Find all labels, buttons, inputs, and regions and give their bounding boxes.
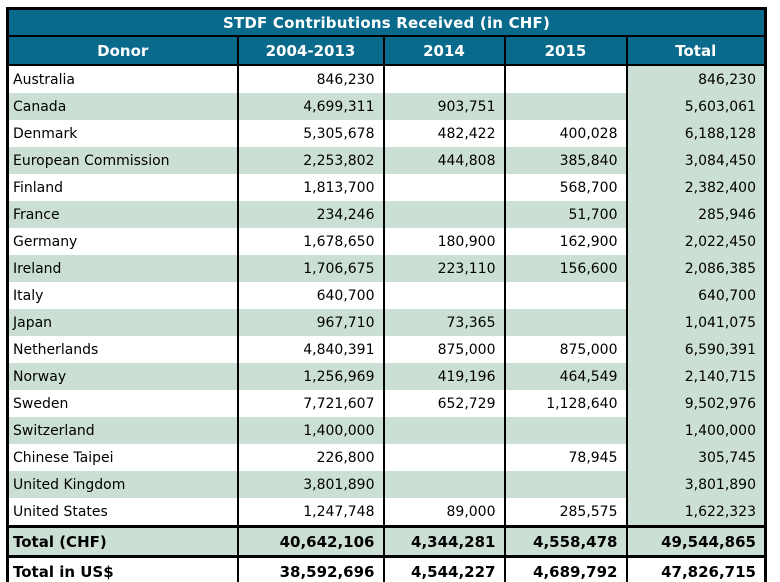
table-body bbox=[8, 65, 766, 582]
table-row bbox=[8, 363, 766, 390]
donor-cell: Netherlands bbox=[8, 336, 238, 363]
footer-2004-2013-cell: 40,642,106 bbox=[238, 527, 384, 557]
total-chf-row bbox=[8, 527, 766, 557]
donor-cell: Norway bbox=[8, 363, 238, 390]
row-total-cell: 1,041,075 bbox=[627, 309, 766, 336]
value-2014-cell: 482,422 bbox=[384, 120, 505, 147]
donor-cell: Canada bbox=[8, 93, 238, 120]
row-total-cell: 5,603,061 bbox=[627, 93, 766, 120]
value-2004-2013-cell: 1,256,969 bbox=[238, 363, 384, 390]
value-2015-cell: 568,700 bbox=[505, 174, 627, 201]
column-header-row bbox=[8, 36, 766, 65]
table-title: STDF Contributions Received (in CHF) bbox=[8, 9, 766, 37]
value-2014-cell: 444,808 bbox=[384, 147, 505, 174]
column-header-donor: Donor bbox=[8, 36, 238, 65]
value-2015-cell bbox=[505, 309, 627, 336]
donor-cell: Switzerland bbox=[8, 417, 238, 444]
value-2015-cell: 1,128,640 bbox=[505, 390, 627, 417]
table-row bbox=[8, 309, 766, 336]
column-header-2004-2013: 2004-2013 bbox=[238, 36, 384, 65]
table-row bbox=[8, 444, 766, 471]
value-2015-cell: 385,840 bbox=[505, 147, 627, 174]
contributions-table-container bbox=[6, 7, 767, 582]
footer-label-cell: Total (CHF) bbox=[8, 527, 238, 557]
value-2014-cell: 419,196 bbox=[384, 363, 505, 390]
donor-cell: United States bbox=[8, 498, 238, 527]
table-row bbox=[8, 498, 766, 527]
value-2014-cell: 652,729 bbox=[384, 390, 505, 417]
footer-2014-cell: 4,344,281 bbox=[384, 527, 505, 557]
table-row bbox=[8, 228, 766, 255]
donor-cell: Sweden bbox=[8, 390, 238, 417]
value-2004-2013-cell: 7,721,607 bbox=[238, 390, 384, 417]
row-total-cell: 2,086,385 bbox=[627, 255, 766, 282]
donor-cell: Japan bbox=[8, 309, 238, 336]
row-total-cell: 2,022,450 bbox=[627, 228, 766, 255]
donor-cell: Denmark bbox=[8, 120, 238, 147]
donor-cell: Italy bbox=[8, 282, 238, 309]
value-2015-cell: 400,028 bbox=[505, 120, 627, 147]
value-2014-cell bbox=[384, 471, 505, 498]
row-total-cell: 3,084,450 bbox=[627, 147, 766, 174]
table-row bbox=[8, 201, 766, 228]
value-2004-2013-cell: 846,230 bbox=[238, 65, 384, 93]
row-total-cell: 9,502,976 bbox=[627, 390, 766, 417]
value-2004-2013-cell: 4,840,391 bbox=[238, 336, 384, 363]
title-row bbox=[8, 9, 766, 37]
value-2015-cell: 51,700 bbox=[505, 201, 627, 228]
donor-cell: Finland bbox=[8, 174, 238, 201]
row-total-cell: 640,700 bbox=[627, 282, 766, 309]
value-2004-2013-cell: 226,800 bbox=[238, 444, 384, 471]
value-2015-cell bbox=[505, 65, 627, 93]
table-row bbox=[8, 65, 766, 93]
row-total-cell: 305,745 bbox=[627, 444, 766, 471]
donor-cell: Ireland bbox=[8, 255, 238, 282]
footer-2015-cell: 4,558,478 bbox=[505, 527, 627, 557]
donor-cell: European Commission bbox=[8, 147, 238, 174]
footer-grand-total-cell: 49,544,865 bbox=[627, 527, 766, 557]
value-2015-cell bbox=[505, 282, 627, 309]
footer-2015-cell: 4,689,792 bbox=[505, 557, 627, 582]
value-2014-cell bbox=[384, 65, 505, 93]
row-total-cell: 1,622,323 bbox=[627, 498, 766, 527]
value-2004-2013-cell: 1,813,700 bbox=[238, 174, 384, 201]
donor-cell: Chinese Taipei bbox=[8, 444, 238, 471]
donor-cell: Germany bbox=[8, 228, 238, 255]
value-2004-2013-cell: 234,246 bbox=[238, 201, 384, 228]
value-2015-cell bbox=[505, 471, 627, 498]
value-2015-cell bbox=[505, 93, 627, 120]
table-header bbox=[8, 9, 766, 66]
footer-2014-cell: 4,544,227 bbox=[384, 557, 505, 582]
value-2014-cell bbox=[384, 174, 505, 201]
table-row bbox=[8, 174, 766, 201]
value-2004-2013-cell: 1,400,000 bbox=[238, 417, 384, 444]
value-2004-2013-cell: 1,247,748 bbox=[238, 498, 384, 527]
value-2004-2013-cell: 640,700 bbox=[238, 282, 384, 309]
value-2014-cell: 223,110 bbox=[384, 255, 505, 282]
contributions-table bbox=[6, 7, 767, 582]
value-2015-cell: 875,000 bbox=[505, 336, 627, 363]
footer-2004-2013-cell: 38,592,696 bbox=[238, 557, 384, 582]
row-total-cell: 846,230 bbox=[627, 65, 766, 93]
value-2014-cell: 180,900 bbox=[384, 228, 505, 255]
value-2004-2013-cell: 3,801,890 bbox=[238, 471, 384, 498]
value-2004-2013-cell: 2,253,802 bbox=[238, 147, 384, 174]
donor-cell: United Kingdom bbox=[8, 471, 238, 498]
table-row bbox=[8, 417, 766, 444]
row-total-cell: 1,400,000 bbox=[627, 417, 766, 444]
value-2015-cell: 162,900 bbox=[505, 228, 627, 255]
table-row bbox=[8, 471, 766, 498]
row-total-cell: 6,188,128 bbox=[627, 120, 766, 147]
table-row bbox=[8, 93, 766, 120]
value-2014-cell bbox=[384, 201, 505, 228]
value-2014-cell: 73,365 bbox=[384, 309, 505, 336]
value-2014-cell bbox=[384, 282, 505, 309]
row-total-cell: 6,590,391 bbox=[627, 336, 766, 363]
value-2015-cell: 156,600 bbox=[505, 255, 627, 282]
row-total-cell: 3,801,890 bbox=[627, 471, 766, 498]
table-row bbox=[8, 255, 766, 282]
table-row bbox=[8, 147, 766, 174]
table-row bbox=[8, 282, 766, 309]
value-2015-cell: 464,549 bbox=[505, 363, 627, 390]
table-row bbox=[8, 120, 766, 147]
column-header-2015: 2015 bbox=[505, 36, 627, 65]
row-total-cell: 2,140,715 bbox=[627, 363, 766, 390]
row-total-cell: 285,946 bbox=[627, 201, 766, 228]
table-row bbox=[8, 336, 766, 363]
donor-cell: Australia bbox=[8, 65, 238, 93]
value-2015-cell bbox=[505, 417, 627, 444]
value-2004-2013-cell: 1,678,650 bbox=[238, 228, 384, 255]
value-2015-cell: 78,945 bbox=[505, 444, 627, 471]
column-header-total: Total bbox=[627, 36, 766, 65]
value-2014-cell bbox=[384, 444, 505, 471]
footer-grand-total-cell: 47,826,715 bbox=[627, 557, 766, 582]
value-2004-2013-cell: 1,706,675 bbox=[238, 255, 384, 282]
value-2015-cell: 285,575 bbox=[505, 498, 627, 527]
value-2014-cell bbox=[384, 417, 505, 444]
row-total-cell: 2,382,400 bbox=[627, 174, 766, 201]
value-2014-cell: 89,000 bbox=[384, 498, 505, 527]
value-2014-cell: 875,000 bbox=[384, 336, 505, 363]
value-2004-2013-cell: 967,710 bbox=[238, 309, 384, 336]
value-2004-2013-cell: 5,305,678 bbox=[238, 120, 384, 147]
value-2014-cell: 903,751 bbox=[384, 93, 505, 120]
column-header-2014: 2014 bbox=[384, 36, 505, 65]
footer-label-cell: Total in US$ bbox=[8, 557, 238, 582]
total-usd-row bbox=[8, 557, 766, 582]
table-row bbox=[8, 390, 766, 417]
value-2004-2013-cell: 4,699,311 bbox=[238, 93, 384, 120]
donor-cell: France bbox=[8, 201, 238, 228]
